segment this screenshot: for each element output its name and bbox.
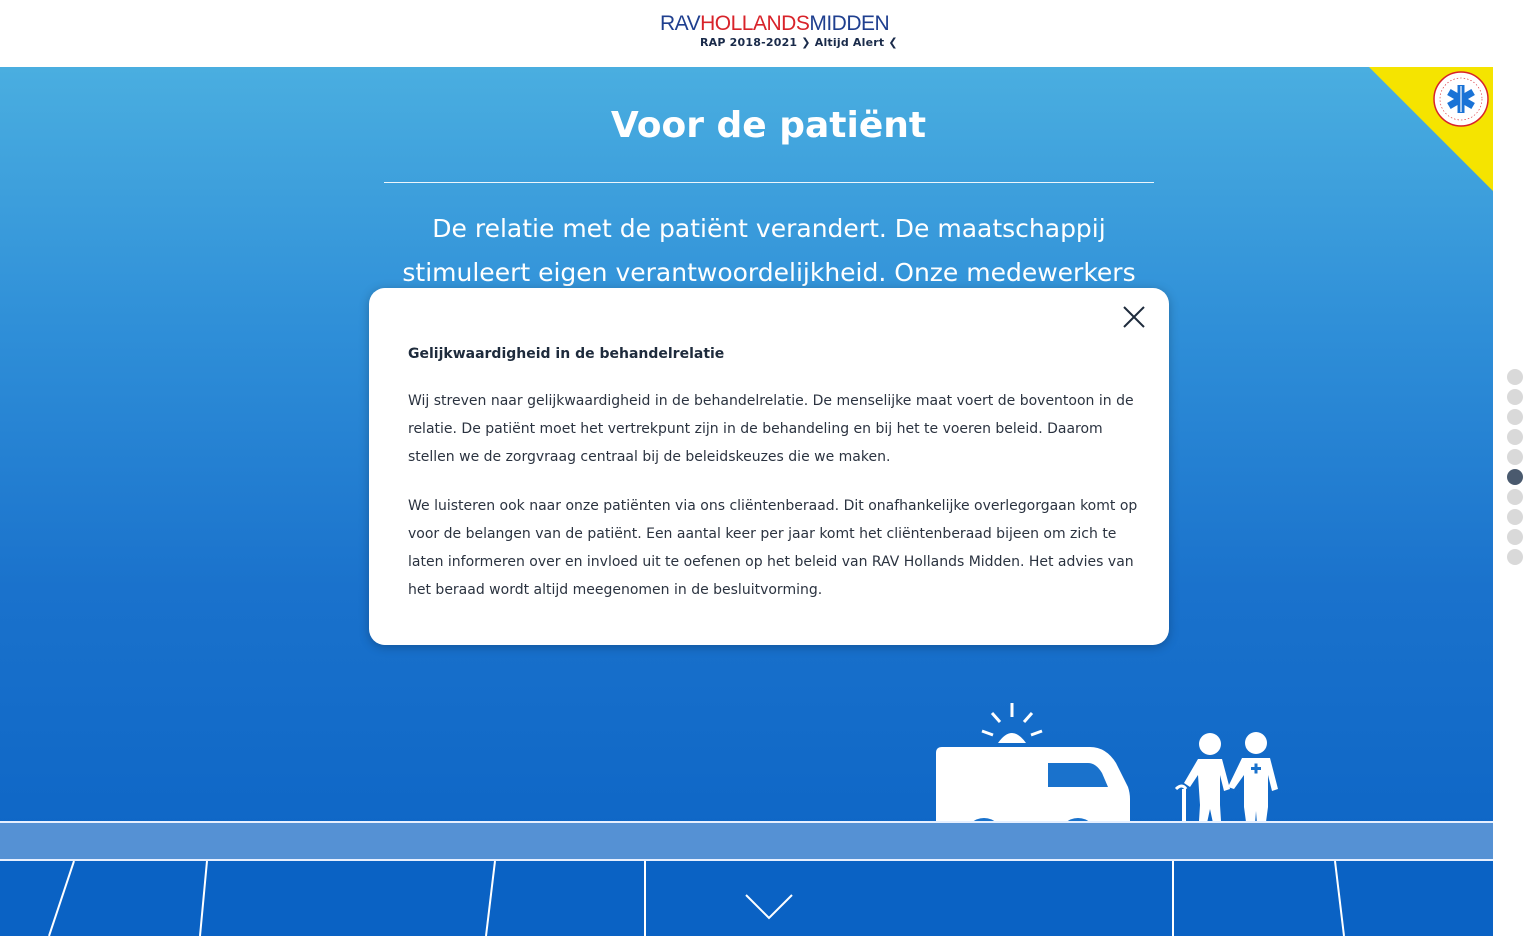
intro-text: De relatie met de patiënt verandert. De maatschappij stimuleert eigen verantwoordelijkheid. Onze medewerkers — [402, 214, 1136, 287]
section-nav-dot[interactable] — [1507, 549, 1523, 565]
section-nav-dot[interactable] — [1507, 369, 1523, 385]
logo-tagline: RAP 2018-2021 ❯ Altijd Alert ❮ — [700, 36, 898, 49]
modal-paragraph-1: Wij streven naar gelijkwaardigheid in de behandelrelatie. De menselijke maat voert de boventoon in de relatie. De patiënt moet het vertrekpunt zijn in de behandeling en bij het te voeren beleid. Daarom stellen we de zorgvraag centraal bij de beleidskeuzes die we maken. — [408, 393, 1134, 465]
section-nav-dot[interactable] — [1507, 529, 1523, 545]
logo-part-rav: RAV — [660, 12, 701, 35]
section-nav-dot[interactable] — [1507, 469, 1523, 485]
section-nav-dot[interactable] — [1507, 509, 1523, 525]
section-nav-dot[interactable] — [1507, 489, 1523, 505]
section-nav-dot[interactable] — [1507, 429, 1523, 445]
close-icon[interactable] — [1119, 302, 1149, 332]
logo-part-hollands: HOLLANDS — [700, 12, 810, 35]
rav-hollands-midden-logo[interactable] — [660, 12, 898, 56]
logo-part-midden: MIDDEN — [809, 12, 890, 35]
section-nav-dot[interactable] — [1507, 449, 1523, 465]
logo-wordmark — [660, 12, 890, 36]
road-strip — [0, 821, 1493, 861]
modal-title: Gelijkwaardigheid in de behandelrelatie — [408, 346, 725, 362]
section-nav-dots — [1507, 369, 1523, 569]
section-nav-dot[interactable] — [1507, 409, 1523, 425]
modal-paragraph-2: We luisteren ook naar onze patiënten via ons cliëntenberaad. Dit onafhankelijke overlegorgaan komt op voor de belangen van de patiënt. Een aantal keer per jaar komt het cliëntenberaad bijeen om zich te laten informeren over en invloed uit te oefenen op het beleid van RAV Hollands Midden. Het advies van het beraad wordt altijd meegenomen in de besluitvorming. — [408, 498, 1138, 598]
section-nav-dot[interactable] — [1507, 389, 1523, 405]
chevron-down-icon[interactable] — [744, 893, 794, 923]
info-modal — [369, 288, 1169, 645]
page-title: Voor de patiënt — [610, 105, 927, 146]
title-divider — [384, 182, 1154, 183]
site-header — [0, 0, 1537, 67]
